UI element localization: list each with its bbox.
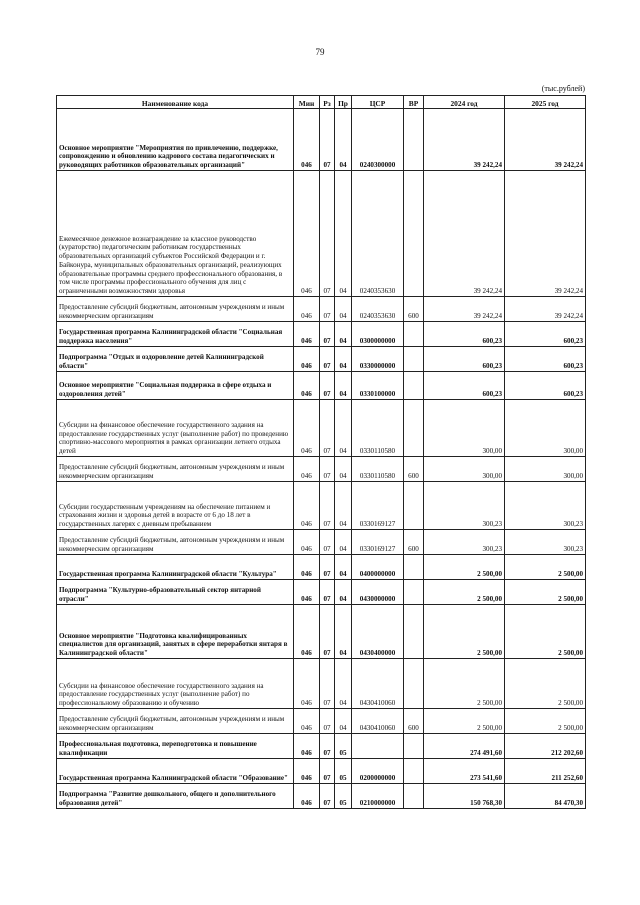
row-min: 046	[294, 372, 320, 400]
row-rz: 07	[320, 555, 335, 580]
row-vr	[404, 555, 424, 580]
row-amount-2025: 2 500,00	[505, 659, 586, 709]
row-name: Предоставление субсидий бюджетным, автономным учреждениям и иным некоммерческим организациям	[57, 530, 294, 555]
row-amount-2024: 600,23	[424, 372, 505, 400]
row-csr: 0330000000	[352, 347, 404, 372]
row-pr: 04	[335, 580, 352, 605]
column-header-2024: 2024 год	[424, 96, 505, 109]
row-csr: 0430410060	[352, 659, 404, 709]
table-body	[57, 109, 586, 809]
row-pr: 04	[335, 322, 352, 347]
row-rz: 07	[320, 784, 335, 809]
row-name: Подпрограмма "Культурно-образовательный сектор янтарной отрасли"	[57, 580, 294, 605]
row-pr: 04	[335, 709, 352, 734]
row-name: Предоставление субсидий бюджетным, автономным учреждениям и иным некоммерческим организациям	[57, 297, 294, 322]
row-amount-2024: 2 500,00	[424, 605, 505, 659]
column-header-csr: ЦСР	[352, 96, 404, 109]
row-min: 046	[294, 784, 320, 809]
row-amount-2025: 600,23	[505, 347, 586, 372]
row-vr	[404, 605, 424, 659]
row-rz: 07	[320, 605, 335, 659]
row-min: 046	[294, 759, 320, 784]
row-amount-2025: 211 252,60	[505, 759, 586, 784]
row-rz: 07	[320, 400, 335, 457]
row-pr: 04	[335, 482, 352, 530]
row-amount-2025: 2 500,00	[505, 555, 586, 580]
row-name: Основное мероприятие "Подготовка квалифицированных специалистов для организаций, занятых в сфере переработки янтаря в Калининградской области"	[57, 605, 294, 659]
row-pr: 04	[335, 457, 352, 482]
row-csr: 0330110580	[352, 457, 404, 482]
row-csr: 0330100000	[352, 372, 404, 400]
row-amount-2024: 300,00	[424, 400, 505, 457]
row-name: Государственная программа Калининградской области "Социальная поддержка населения"	[57, 322, 294, 347]
row-rz: 07	[320, 709, 335, 734]
row-vr	[404, 109, 424, 171]
row-amount-2025: 600,23	[505, 372, 586, 400]
row-vr	[404, 171, 424, 297]
row-pr: 05	[335, 784, 352, 809]
row-pr: 04	[335, 400, 352, 457]
row-name: Подпрограмма "Отдых и оздоровление детей Калининградской области"	[57, 347, 294, 372]
row-csr: 0330110580	[352, 400, 404, 457]
row-amount-2025: 84 470,30	[505, 784, 586, 809]
row-rz: 07	[320, 457, 335, 482]
table-header-row	[57, 96, 586, 109]
row-rz: 07	[320, 347, 335, 372]
row-csr: 0300000000	[352, 322, 404, 347]
row-min: 046	[294, 659, 320, 709]
row-min: 046	[294, 109, 320, 171]
row-csr: 0430400000	[352, 605, 404, 659]
row-pr: 04	[335, 555, 352, 580]
row-min: 046	[294, 530, 320, 555]
row-min: 046	[294, 457, 320, 482]
row-min: 046	[294, 734, 320, 759]
row-amount-2024: 300,23	[424, 530, 505, 555]
page-number: 79	[315, 47, 325, 57]
row-csr: 0400000000	[352, 555, 404, 580]
row-rz: 07	[320, 759, 335, 784]
row-min: 046	[294, 605, 320, 659]
row-vr	[404, 580, 424, 605]
row-vr	[404, 322, 424, 347]
row-amount-2024: 150 768,30	[424, 784, 505, 809]
row-amount-2025: 212 202,60	[505, 734, 586, 759]
row-amount-2024: 274 491,60	[424, 734, 505, 759]
row-vr: 600	[404, 297, 424, 322]
row-csr: 0430410060	[352, 709, 404, 734]
row-name: Субсидии государственным учреждениям на обеспечение питанием и страхования жизни и здоровья детей в возрасте от 6 до 18 лет в государственных лагерях с дневным пребыванием	[57, 482, 294, 530]
row-min: 046	[294, 171, 320, 297]
row-amount-2025: 300,23	[505, 482, 586, 530]
row-vr	[404, 659, 424, 709]
row-name: Государственная программа Калининградской области "Образование"	[57, 759, 294, 784]
row-amount-2024: 300,23	[424, 482, 505, 530]
row-vr	[404, 734, 424, 759]
row-pr: 05	[335, 759, 352, 784]
row-amount-2024: 273 541,60	[424, 759, 505, 784]
row-amount-2024: 600,23	[424, 347, 505, 372]
row-pr: 04	[335, 372, 352, 400]
row-name: Основное мероприятие "Социальная поддержка в сфере отдыха и оздоровления детей"	[57, 372, 294, 400]
row-vr	[404, 784, 424, 809]
row-amount-2025: 2 500,00	[505, 709, 586, 734]
row-csr: 0240353630	[352, 171, 404, 297]
column-header-min: Мин	[294, 96, 320, 109]
row-pr: 04	[335, 347, 352, 372]
row-min: 046	[294, 580, 320, 605]
row-csr: 0330169127	[352, 482, 404, 530]
row-rz: 07	[320, 109, 335, 171]
row-vr: 600	[404, 530, 424, 555]
row-amount-2025: 300,00	[505, 457, 586, 482]
column-header-name: Наименование кода	[57, 96, 294, 109]
row-name: Субсидии на финансовое обеспечение государственного задания на предоставление государственных услуг (выполнение работ) по проведению спортивно-массового мероприятия в рамках организации летнего отдыха детей	[57, 400, 294, 457]
row-amount-2025: 300,23	[505, 530, 586, 555]
row-amount-2025: 600,23	[505, 322, 586, 347]
row-csr: 0240353630	[352, 297, 404, 322]
row-vr	[404, 347, 424, 372]
row-pr: 04	[335, 605, 352, 659]
row-amount-2024: 2 500,00	[424, 555, 505, 580]
row-csr	[352, 734, 404, 759]
row-csr: 0200000000	[352, 759, 404, 784]
row-pr: 04	[335, 171, 352, 297]
row-amount-2024: 2 500,00	[424, 709, 505, 734]
row-csr: 0240300000	[352, 109, 404, 171]
row-rz: 07	[320, 297, 335, 322]
row-rz: 07	[320, 659, 335, 709]
row-name: Ежемесячное денежное вознаграждение за классное руководство (кураторство) педагогическим работникам государственных образовательных организаций субъектов Российской Федерации и г. Байконура, муниципальных образовательных организаций, реализующих образовательные программы среднего профессионального образования, в том числе программы профессионального обучения для лиц с ограниченными возможностями здоровья	[57, 171, 294, 297]
budget-table	[56, 95, 586, 809]
row-min: 046	[294, 322, 320, 347]
column-header-vr: ВР	[404, 96, 424, 109]
row-name: Основное мероприятие "Мероприятия по привлечению, поддержке, сопровождению и обновлению кадрового состава педагогических и руководящих работников образовательных организаций"	[57, 109, 294, 171]
row-vr	[404, 372, 424, 400]
row-amount-2025: 300,00	[505, 400, 586, 457]
row-amount-2025: 39 242,24	[505, 171, 586, 297]
row-name: Субсидии на финансовое обеспечение государственного задания на предоставление государственных услуг (выполнение работ) по профессиональному образованию и обучению	[57, 659, 294, 709]
row-rz: 07	[320, 580, 335, 605]
row-name: Профессиональная подготовка, переподготовка и повышение квалификации	[57, 734, 294, 759]
row-name: Предоставление субсидий бюджетным, автономным учреждениям и иным некоммерческим организациям	[57, 457, 294, 482]
row-pr: 04	[335, 109, 352, 171]
row-rz: 07	[320, 734, 335, 759]
row-rz: 07	[320, 530, 335, 555]
row-amount-2024: 2 500,00	[424, 580, 505, 605]
row-amount-2025: 2 500,00	[505, 580, 586, 605]
row-amount-2025: 39 242,24	[505, 109, 586, 171]
row-amount-2024: 300,00	[424, 457, 505, 482]
row-pr: 04	[335, 297, 352, 322]
row-min: 046	[294, 297, 320, 322]
row-amount-2025: 2 500,00	[505, 605, 586, 659]
row-min: 046	[294, 555, 320, 580]
column-header-2025: 2025 год	[505, 96, 586, 109]
row-amount-2024: 39 242,24	[424, 171, 505, 297]
row-min: 046	[294, 400, 320, 457]
row-csr: 0330169127	[352, 530, 404, 555]
row-amount-2024: 39 242,24	[424, 109, 505, 171]
row-min: 046	[294, 482, 320, 530]
row-min: 046	[294, 709, 320, 734]
row-amount-2024: 600,23	[424, 322, 505, 347]
row-rz: 07	[320, 482, 335, 530]
row-amount-2024: 2 500,00	[424, 659, 505, 709]
row-vr	[404, 482, 424, 530]
row-min: 046	[294, 347, 320, 372]
column-header-pr: Пр	[335, 96, 352, 109]
row-name: Предоставление субсидий бюджетным, автономным учреждениям и иным некоммерческим организациям	[57, 709, 294, 734]
row-vr: 600	[404, 457, 424, 482]
row-rz: 07	[320, 171, 335, 297]
row-name: Государственная программа Калининградской области "Культура"	[57, 555, 294, 580]
row-amount-2024: 39 242,24	[424, 297, 505, 322]
units-label: (тыс.рублей)	[541, 84, 585, 93]
row-name: Подпрограмма "Развитие дошкольного, общего и дополнительного образования детей"	[57, 784, 294, 809]
row-rz: 07	[320, 372, 335, 400]
row-pr: 04	[335, 530, 352, 555]
row-amount-2025: 39 242,24	[505, 297, 586, 322]
row-pr: 05	[335, 734, 352, 759]
row-vr	[404, 400, 424, 457]
row-csr: 0210000000	[352, 784, 404, 809]
row-pr: 04	[335, 659, 352, 709]
row-csr: 0430000000	[352, 580, 404, 605]
row-vr: 600	[404, 709, 424, 734]
row-rz: 07	[320, 322, 335, 347]
column-header-rz: Рз	[320, 96, 335, 109]
row-vr	[404, 759, 424, 784]
